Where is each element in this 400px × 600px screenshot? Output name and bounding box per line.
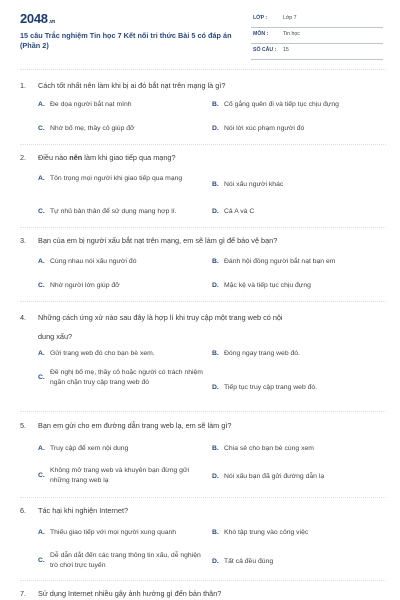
option-text: Đóng ngay trang web đó.: [224, 350, 300, 357]
option-letter: B.: [212, 181, 219, 188]
question-text: Tác hại khi nghiện Internet?: [38, 506, 129, 515]
option-1b[interactable]: [212, 100, 394, 110]
option-letter: A.: [38, 445, 45, 452]
option-4b[interactable]: [212, 349, 374, 359]
site-logo[interactable]: [20, 11, 55, 26]
question-text: Bạn của em bị người xấu bắt nạt trên mạng, em sẽ làm gì để bảo vệ bạn?: [38, 236, 278, 245]
meta-value: Tin học: [283, 31, 300, 37]
option-letter: D.: [212, 473, 219, 480]
option-letter: B.: [212, 529, 219, 536]
question-number: 1.: [20, 81, 27, 90]
option-3b[interactable]: [212, 257, 394, 267]
question-number: 3.: [20, 236, 27, 245]
option-letter: A.: [38, 529, 45, 536]
option-letter: A.: [38, 258, 45, 265]
option-text: Cùng nhau nói xấu người đó: [50, 258, 137, 265]
question-divider: [20, 144, 386, 145]
question-7: [20, 588, 390, 599]
option-6a[interactable]: [38, 528, 215, 538]
option-text: Cố gắng quên đi và tiếp tục chịu đựng: [224, 101, 339, 108]
option-6d[interactable]: [212, 557, 374, 567]
option-letter: A.: [38, 175, 45, 182]
option-text: Nói lời xúc phạm người đó: [224, 125, 305, 132]
option-5c[interactable]: [38, 466, 205, 486]
option-text: Cả A và C: [224, 208, 255, 215]
option-1c[interactable]: [38, 124, 200, 134]
document-title: 15 câu Trắc nghiệm Tin học 7 Kết nối tri thức Bài 5 có đáp án (Phần 2): [20, 31, 232, 51]
question-divider: [20, 411, 386, 412]
question-text-bold: nên: [69, 153, 83, 162]
option-letter: D.: [212, 125, 219, 132]
option-text: Không mở trang web và khuyên bạn đừng gửi những trang web lạ: [50, 467, 190, 484]
option-letter: A.: [38, 350, 45, 357]
option-letter: D.: [212, 558, 219, 565]
option-2d[interactable]: [212, 207, 374, 217]
meta-row-class: [251, 12, 383, 28]
option-1d[interactable]: [212, 124, 374, 134]
option-5d[interactable]: [212, 472, 394, 482]
question-text: Sử dụng Internet nhiều gây ảnh hưởng gì đến bản thân?: [38, 589, 222, 598]
option-letter: A.: [38, 101, 45, 108]
option-2c[interactable]: [38, 207, 215, 217]
option-text: Tôn trọng mọi người khi giao tiếp qua mạng: [50, 175, 183, 182]
option-letter: D.: [212, 282, 219, 289]
option-letter: C.: [38, 282, 45, 289]
option-4c[interactable]: [38, 368, 215, 388]
option-text: Thiếu giao tiếp với mọi người xung quanh: [50, 529, 177, 536]
option-letter: B.: [212, 445, 219, 452]
option-text: Đánh hội đồng người bắt nạt bạn em: [224, 258, 336, 265]
question-2: [20, 152, 390, 163]
question-divider: [20, 580, 386, 581]
option-letter: D.: [212, 384, 219, 391]
option-text: Khó tập trung vào công việc: [224, 529, 309, 536]
option-1a[interactable]: [38, 100, 200, 110]
question-number: 7.: [20, 589, 27, 598]
question-5: [20, 420, 390, 431]
option-3d[interactable]: [212, 281, 374, 291]
option-letter: B.: [212, 101, 219, 108]
question-number: 6.: [20, 506, 27, 515]
option-letter: B.: [212, 258, 219, 265]
option-text: Đề nghị bố mẹ, thầy cô hoặc người có trách nhiệm ngăn chặn truy cập trang web đó: [50, 369, 203, 386]
header-divider: [20, 69, 386, 70]
document-header: [0, 0, 400, 62]
option-text: Dễ dẫn dắt đến các trang thông tin xấu, dễ nghiện trò chơi trực tuyến: [50, 552, 201, 569]
option-text: Đe dọa người bắt nạt mình: [50, 101, 132, 108]
question-text-part: Điều nào: [38, 153, 70, 162]
option-5b[interactable]: [212, 444, 374, 454]
option-letter: C.: [38, 472, 45, 479]
option-text: Nói xấu bạn đã gửi đường dẫn lạ: [224, 473, 325, 480]
meta-row-subject: [251, 28, 383, 44]
question-text: Bạn em gửi cho em đường dẫn trang web lạ, em sẽ làm gì?: [38, 421, 232, 430]
option-letter: B.: [212, 350, 219, 357]
option-5a[interactable]: [38, 444, 200, 454]
option-letter: C.: [38, 125, 45, 132]
question-4: [20, 308, 390, 346]
meta-row-count: [251, 44, 383, 60]
option-3c[interactable]: [38, 281, 200, 291]
option-2a[interactable]: [38, 174, 185, 184]
option-6c[interactable]: [38, 551, 210, 571]
option-letter: D.: [212, 208, 219, 215]
question-divider: [20, 227, 386, 228]
question-number: 2.: [20, 153, 27, 162]
option-text: Chia sẻ cho bạn bè cùng xem: [224, 445, 314, 452]
meta-label: LỚP :: [253, 15, 268, 21]
question-6: [20, 505, 390, 516]
logo-suffix: .vn: [48, 19, 56, 25]
logo-text: 2048: [20, 11, 48, 26]
question-1: [20, 80, 390, 91]
question-text: [38, 152, 390, 163]
option-4a[interactable]: [38, 349, 200, 359]
option-6b[interactable]: [212, 528, 374, 538]
option-text: Truy cập để xem nội dung: [50, 445, 129, 452]
question-text: Cách tốt nhất nên làm khi bị ai đó bắt nạt trên mạng là gì?: [38, 81, 226, 90]
option-text: Tất cả đều đúng: [224, 558, 274, 565]
option-text: Tiếp tục truy cập trang web đó.: [224, 384, 318, 391]
option-2b[interactable]: [212, 180, 374, 190]
option-letter: C.: [38, 557, 45, 564]
option-text: Gửi trang web đó cho bạn bè xem.: [50, 350, 155, 357]
option-letter: C.: [38, 374, 45, 381]
option-3a[interactable]: [38, 257, 200, 267]
question-text: Những cách ứng xử nào sau đây là hợp lí khi truy cập một trang web có nội dung xấu?: [38, 313, 283, 341]
meta-table: [251, 12, 383, 60]
option-text: Mặc kệ và tiếp tục chịu đựng: [224, 282, 311, 289]
option-text: Tự nhủ bản thân để sử dụng mạng hợp lí.: [50, 208, 177, 215]
question-divider: [20, 301, 386, 302]
option-text: Nhờ người lớn giúp đỡ: [50, 282, 120, 289]
question-divider: [20, 497, 386, 498]
option-letter: C.: [38, 208, 45, 215]
question-3: [20, 235, 390, 246]
meta-value: Lớp 7: [283, 15, 297, 21]
question-number: 4.: [20, 313, 27, 322]
question-number: 5.: [20, 421, 27, 430]
meta-label: MÔN :: [253, 31, 269, 37]
question-text-part: làm khi giao tiếp qua mạng?: [82, 153, 176, 162]
meta-label: SỐ CÂU :: [253, 47, 277, 53]
option-text: Nhờ bố mẹ, thầy cô giúp đỡ: [50, 125, 135, 132]
option-text: Nói xấu người khác: [224, 181, 284, 188]
meta-value: 15: [283, 47, 289, 53]
option-4d[interactable]: [212, 383, 374, 393]
